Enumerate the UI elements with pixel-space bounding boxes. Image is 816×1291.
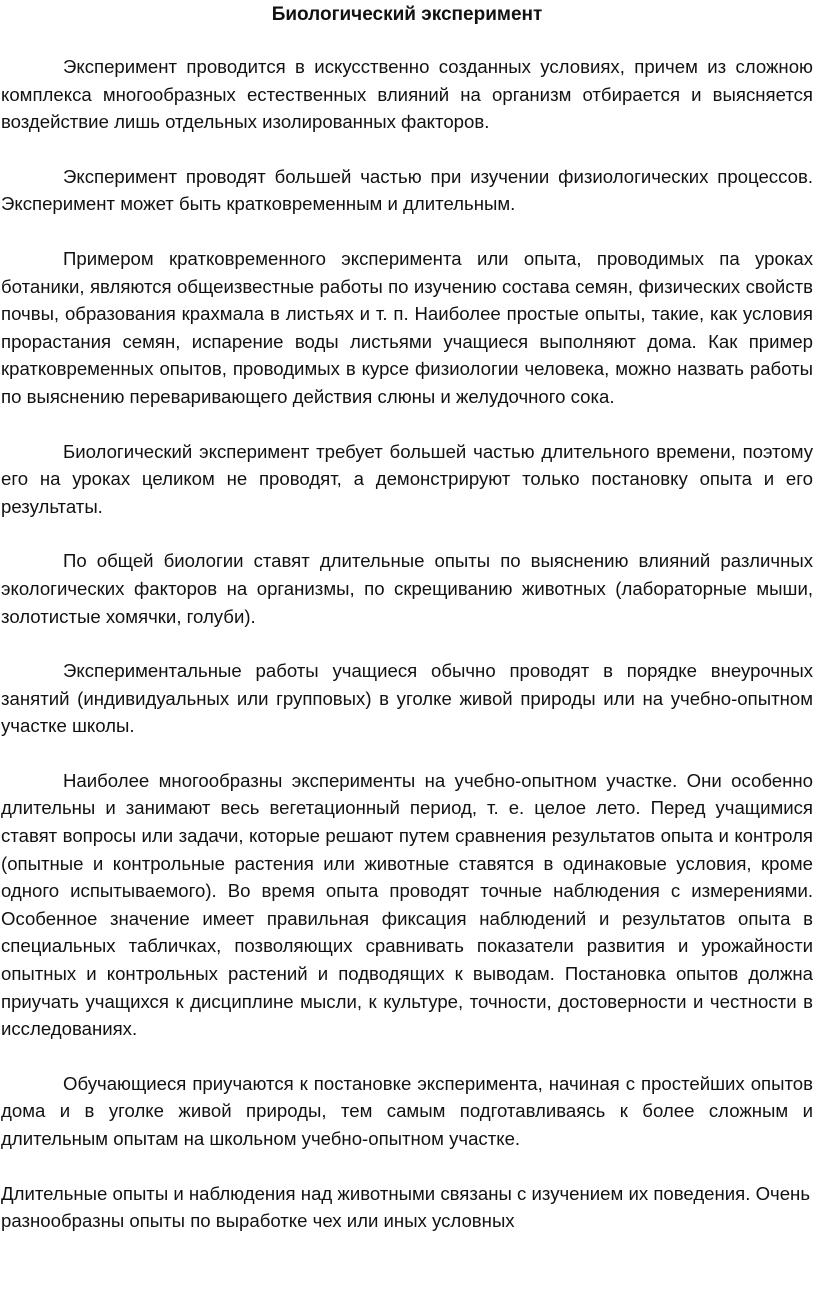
paragraph-2: Эксперимент проводят большей частью при изучении физиологических процессов. Эксперимент может быть кратковременным и длительным. bbox=[1, 165, 813, 215]
document-title: Биологический эксперимент bbox=[271, 4, 543, 25]
paragraph-1: Эксперимент проводится в искусственно созданных условиях, причем из сложною комплекса многообразных естественных влияний на организм отбирается и выясняется воздействие лишь отдельных изолированных факторов. bbox=[1, 56, 813, 133]
paragraph-5: По общей биологии ставят длительные опыты по выяснению влияний различных экологических факторов на организмы, по скрещиванию животных (лабораторные мыши, золотистые хомячки, голуби). bbox=[1, 550, 813, 627]
paragraph-9-continued: Длительные опыты и наблюдения над животными связаны с изучением их поведения. Очень разнообразны опыты по выработке чех или иных условных bbox=[1, 1182, 811, 1232]
paragraph-7: Наиболее многообразны эксперименты на учебно-опытном участке. Они особенно длительны и занимают весь вегетационный период, т. е. целое лето. Перед учащимися ставят вопросы или задачи, которые решают путем сравнения результатов опыта и контроля (опытные и контрольные растения или животные ставятся в одинаковые условия, кроме одного испытываемого). Во время опыта проводят точные наблюдения с измерениями. Особенное значение имеет правильная фиксация наблюдений и результатов опыта в специальных табличках, позволяющих сравнивать показатели развития и урожайности опытных и контрольных растений и подводящих к выводам. Постановка опытов должна приучать учащихся к дисциплине мысли, к культуре, точности, достоверности и честности в исследованиях. bbox=[1, 769, 813, 1040]
paragraph-8: Обучающиеся приучаются к постановке эксперимента, начиная с простейших опытов дома и в уголке живой природы, тем самым подготавливаясь к более сложным и длительным опытам на школьном учебно-опытном участке. bbox=[1, 1072, 813, 1149]
paragraph-4: Биологический эксперимент требует большей частью длительного времени, поэтому его на уроках целиком не проводят, а демонстрируют только постановку опыта и его результаты. bbox=[1, 440, 813, 517]
paragraph-6: Экспериментальные работы учащиеся обычно проводят в порядке внеурочных занятий (индивидуальных или групповых) в уголке живой природы или на учебно-опытном участке школы. bbox=[1, 660, 813, 737]
paragraph-3: Примером кратковременного эксперимента или опыта, проводимых па уроках ботаники, являются общеизвестные работы по изучению состава семян, физических свойств почвы, образования крахмала в листьях и т. п. Наиболее простые опыты, такие, как условия прорастания семян, испарение воды листьями учащиеся выполняют дома. Как пример кратковременных опытов, проводимых в курсе физиологии человека, можно назвать работы по выяснению переваривающего действия слюны и желудочного сока. bbox=[1, 247, 813, 407]
